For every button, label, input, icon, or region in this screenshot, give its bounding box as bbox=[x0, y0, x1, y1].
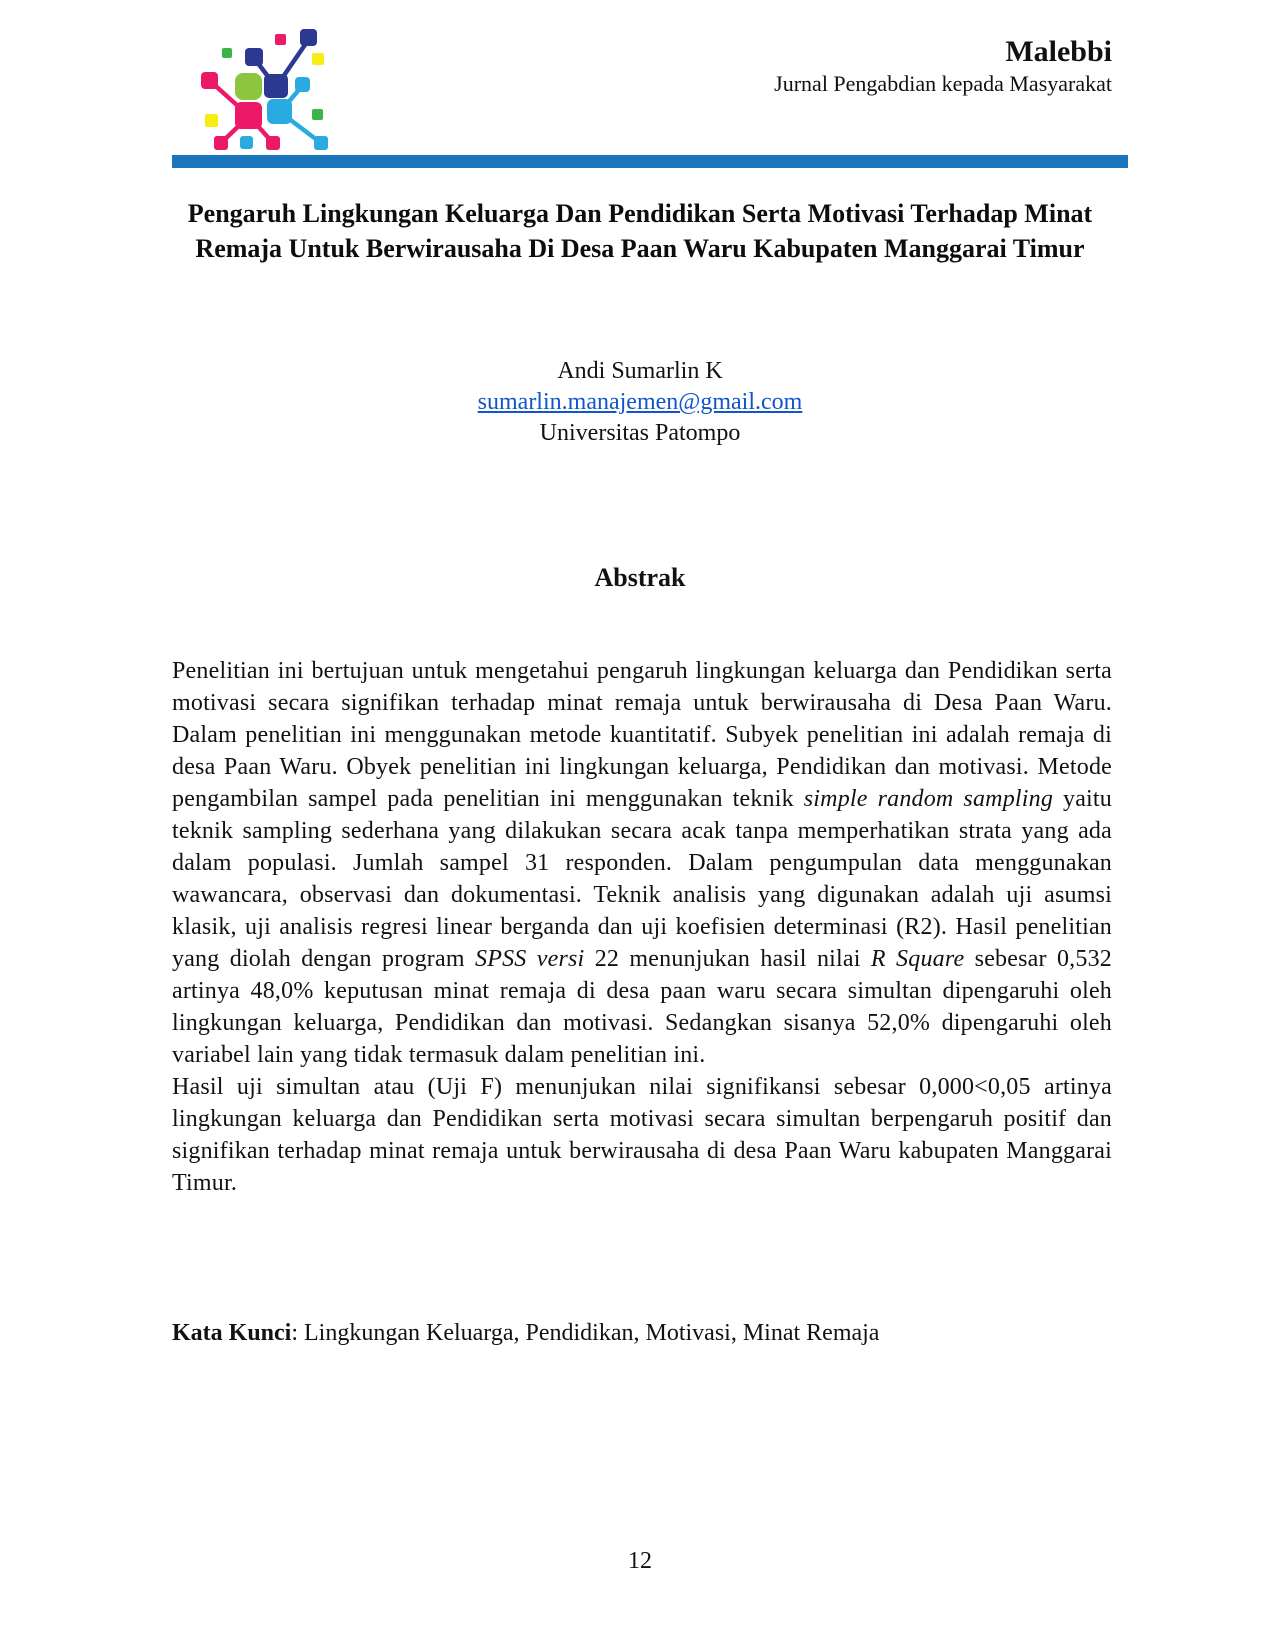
journal-masthead bbox=[774, 34, 1112, 98]
keywords-label: Kata Kunci bbox=[172, 1320, 292, 1346]
article-title-line2: Remaja Untuk Berwirausaha Di Desa Paan Waru Kabupaten Manggarai Timur bbox=[195, 234, 1085, 263]
abstract-paragraph-1 bbox=[172, 655, 1112, 1071]
journal-title: Malebbi bbox=[1005, 35, 1112, 68]
abstract-heading: Abstrak bbox=[594, 563, 686, 592]
author-email-link[interactable]: sumarlin.manajemen@gmail.com bbox=[477, 389, 803, 415]
page-number: 12 bbox=[628, 1548, 652, 1574]
header-accent-bar bbox=[172, 155, 1128, 168]
article-title bbox=[168, 196, 1112, 266]
abstract-p1-italic1: simple random sampling bbox=[803, 786, 1054, 812]
abstract-p1-seg1: Penelitian ini bertujuan untuk mengetahui pengaruh lingkungan keluarga dan Pendidikan serta motivasi secara signifikan terhadap minat remaja untuk berwirausaha di Desa Paan Waru. Dalam penelitian ini menggunakan metode kuantitatif. Subyek penelitian ini adalah remaja di desa Paan Waru. Obyek penelitian ini lingkungan keluarga, Pendidikan dan motivasi. Metode pengambilan sampel pada penelitian ini menggunakan teknik bbox=[172, 658, 1112, 812]
abstract-p1-seg4: sebesar 0,532 artinya 48,0% keputusan minat remaja di desa paan waru secara simultan dipengaruhi oleh lingkungan keluarga, Pendidikan dan motivasi. Sedangkan sisanya 52,0% dipengaruhi oleh variabel lain yang tidak termasuk dalam penelitian ini. bbox=[172, 946, 1112, 1068]
abstract-p1-seg2: yaitu teknik sampling sederhana yang dilakukan secara acak tanpa memperhatikan strata yang ada dalam populasi. Jumlah sampel 31 responden. Dalam pengumpulan data menggunakan wawancara, observasi dan dokumentasi. Teknik analisis yang digunakan adalah uji asumsi klasik, uji analisis regresi linear berganda dan uji koefisien determinasi (R2). Hasil penelitian yang diolah dengan program bbox=[172, 786, 1112, 972]
author-block bbox=[168, 356, 1112, 449]
abstract-body bbox=[172, 655, 1112, 1199]
journal-logo-icon bbox=[188, 12, 333, 157]
keywords-line bbox=[172, 1318, 1112, 1349]
author-name: Andi Sumarlin K bbox=[557, 358, 723, 384]
abstract-p1-italic3: R Square bbox=[870, 946, 965, 972]
abstract-p1-seg3: 22 menunjukan hasil nilai bbox=[584, 946, 871, 972]
journal-subtitle: Jurnal Pengabdian kepada Masyarakat bbox=[774, 71, 1112, 96]
abstract-paragraph-2: Hasil uji simultan atau (Uji F) menunjukan nilai signifikansi sebesar 0,000<0,05 artinya lingkungan keluarga dan Pendidikan serta motivasi secara simultan berpengaruh positif dan signifikan terhadap minat remaja untuk berwirausaha di desa Paan Waru kabupaten Manggarai Timur. bbox=[172, 1074, 1112, 1196]
article-title-line1: Pengaruh Lingkungan Keluarga Dan Pendidikan Serta Motivasi Terhadap Minat bbox=[187, 199, 1093, 228]
keywords-text: : Lingkungan Keluarga, Pendidikan, Motivasi, Minat Remaja bbox=[291, 1320, 880, 1346]
abstract-p1-italic2: SPSS versi bbox=[475, 946, 585, 972]
author-affiliation: Universitas Patompo bbox=[539, 420, 741, 446]
